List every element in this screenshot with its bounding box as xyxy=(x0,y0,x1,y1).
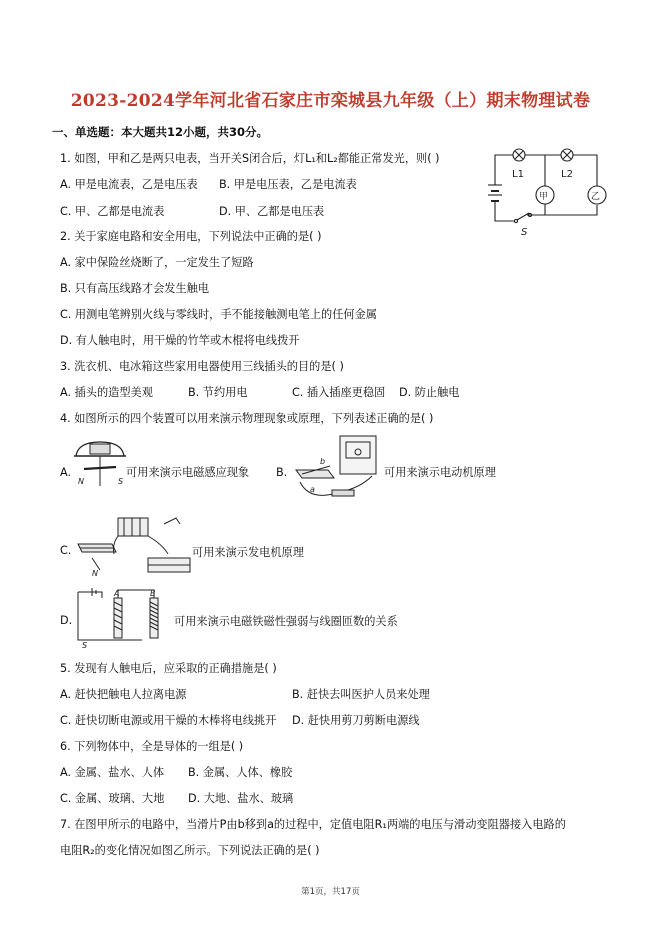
q3-option-d[interactable]: D. 防止触电 xyxy=(399,386,460,399)
q5-option-c[interactable]: C. 赶快切断电源或用干燥的木棒将电线挑开 xyxy=(60,714,277,727)
q4d-a-label: A xyxy=(114,589,120,598)
page-title: 2023-2024学年河北省石家庄市栾城县九年级（上）期末物理试卷 xyxy=(70,91,591,111)
q4c-n-label: N xyxy=(92,569,98,578)
q1-option-b[interactable]: B. 甲是电压表，乙是电流表 xyxy=(219,178,357,191)
q4a-s-label: S xyxy=(118,477,124,486)
q4-option-b[interactable]: 可用来演示电动机原理 xyxy=(384,466,496,479)
q5-option-d[interactable]: D. 赶快用剪刀剪断电源线 xyxy=(292,714,420,727)
l1-label: L1 xyxy=(512,169,524,180)
q4-option-d-letter[interactable]: D. xyxy=(60,614,73,627)
meter-yi-label: 乙 xyxy=(591,192,601,202)
q4-option-c[interactable]: 可用来演示发电机原理 xyxy=(192,546,304,559)
q4c-figure xyxy=(72,514,196,580)
q2-option-d[interactable]: D. 有人触电时，用干燥的竹竿或木棍将电线拨开 xyxy=(60,334,300,347)
q3-option-a[interactable]: A. 插头的造型美观 xyxy=(60,386,153,399)
q4d-b-label: B xyxy=(150,589,156,598)
q2-option-b[interactable]: B. 只有高压线路才会发生触电 xyxy=(60,282,210,295)
switch-label: S xyxy=(521,227,528,238)
q4b-a-label: a xyxy=(310,485,315,494)
q6-option-a[interactable]: A. 金属、盐水、人体 xyxy=(60,766,165,779)
q4d-figure xyxy=(72,584,176,650)
q4a-figure xyxy=(72,436,130,490)
q4b-figure xyxy=(290,432,382,506)
q4-option-d[interactable]: 可用来演示电磁铁磁性强弱与线圈匝数的关系 xyxy=(174,615,398,628)
q6-option-c[interactable]: C. 金属、玻璃、大地 xyxy=(60,792,165,805)
q4b-b-label: b xyxy=(320,457,326,466)
q1-option-a[interactable]: A. 甲是电流表，乙是电压表 xyxy=(60,178,198,191)
q3-option-b[interactable]: B. 节约用电 xyxy=(188,386,248,399)
q4-option-a-letter[interactable]: A. xyxy=(60,466,72,479)
q7-stem-line1: 7. 在图甲所示的电路中，当滑片P由b移到a的过程中，定值电阻R₁两端的电压与滑动变阻器接入电路的 xyxy=(60,818,566,831)
q5-stem: 5. 发现有人触电后，应采取的正确措施是( ) xyxy=(60,662,277,675)
q6-option-d[interactable]: D. 大地、盐水、玻璃 xyxy=(188,792,294,805)
q6-option-b[interactable]: B. 金属、人体、橡胶 xyxy=(188,766,293,779)
q4-stem: 4. 如图所示的四个装置可以用来演示物理现象或原理，下列表述正确的是( ) xyxy=(60,412,434,425)
q4-option-b-letter[interactable]: B. xyxy=(276,466,288,479)
section-heading: 一、单选题：本大题共12小题，共30分。 xyxy=(52,125,269,139)
q1-stem: 1. 如图，甲和乙是两只电表，当开关S闭合后，灯L₁和L₂都能正常发光，则( ) xyxy=(60,152,440,165)
q2-option-c[interactable]: C. 用测电笔辨别火线与零线时，手不能接触测电笔上的任何金属 xyxy=(60,308,377,321)
q1-circuit-figure xyxy=(485,143,610,238)
q4-option-a[interactable]: 可用来演示电磁感应现象 xyxy=(126,466,250,479)
q7-stem-line2: 电阻R₂的变化情况如图乙所示。下列说法正确的是( ) xyxy=(60,844,320,857)
q4-option-c-letter[interactable]: C. xyxy=(60,544,72,557)
q4d-s-label: S xyxy=(82,641,88,650)
q5-option-a[interactable]: A. 赶快把触电人拉离电源 xyxy=(60,688,187,701)
q2-option-a[interactable]: A. 家中保险丝烧断了，一定发生了短路 xyxy=(60,256,254,269)
q3-stem: 3. 洗衣机、电冰箱这些家用电器使用三线插头的目的是( ) xyxy=(60,360,344,373)
q3-option-c[interactable]: C. 插入插座更稳固 xyxy=(292,386,386,399)
q1-option-d[interactable]: D. 甲、乙都是电压表 xyxy=(219,205,325,218)
q4a-n-label: N xyxy=(78,477,84,486)
q5-option-b[interactable]: B. 赶快去叫医护人员来处理 xyxy=(292,688,430,701)
q2-stem: 2. 关于家庭电路和安全用电，下列说法中正确的是( ) xyxy=(60,230,322,243)
l2-label: L2 xyxy=(561,169,573,180)
meter-jia-label: 甲 xyxy=(539,192,549,202)
page-footer: 第1页，共17页 xyxy=(301,887,360,897)
q1-option-c[interactable]: C. 甲、乙都是电流表 xyxy=(60,205,165,218)
q6-stem: 6. 下列物体中，全是导体的一组是( ) xyxy=(60,740,244,753)
